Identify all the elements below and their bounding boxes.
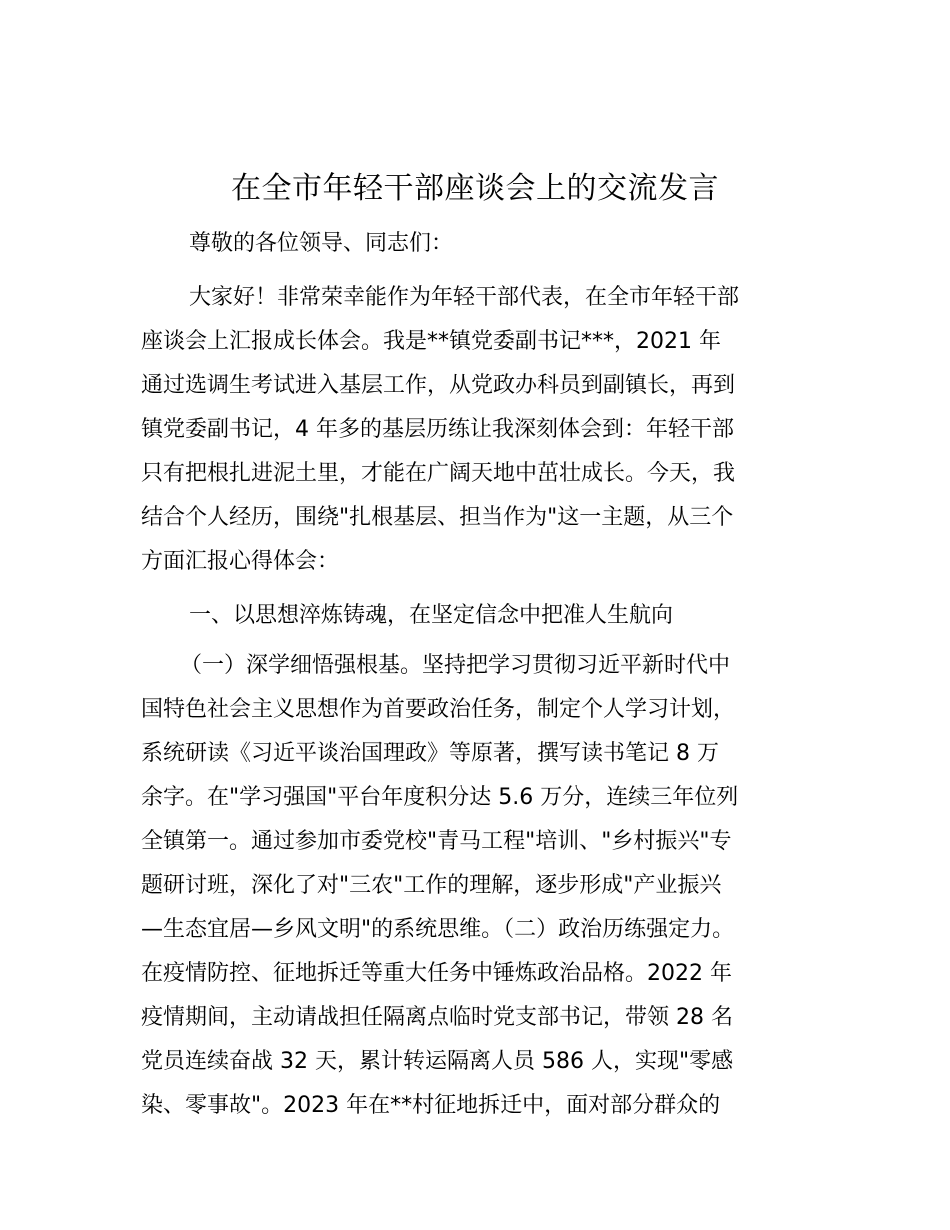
section-heading: 一、以思想淬炼铸魂，在坚定信念中把准人生航向 (189, 603, 674, 628)
paragraph-line: 大家好！非常荣幸能作为年轻干部代表，在全市年轻干部 (189, 285, 740, 310)
paragraph-line: 结合个人经历，围绕"扎根基层、担当作为"这一主题，从三个 (141, 505, 734, 530)
paragraph-line: —生态宜居—乡风文明"的系统思维。（二）政治历练强定力。 (141, 917, 735, 942)
paragraph-line: 疫情期间，主动请战担任隔离点临时党支部书记，带领 28 名 (141, 1005, 733, 1030)
paragraph-line: 只有把根扎进泥土里，才能在广阔天地中茁壮成长。今天，我 (141, 461, 736, 486)
greeting: 尊敬的各位领导、同志们： (189, 231, 454, 256)
paragraph-line: （一）深学细悟强根基。坚持把学习贯彻习近平新时代中 (180, 653, 731, 678)
paragraph-line: 余字。在"学习强国"平台年度积分达 5.6 万分，连续三年位列 (141, 785, 739, 810)
paragraph-line: 座谈会上汇报成长体会。我是**镇党委副书记***，2021 年 (141, 329, 721, 354)
paragraph-line: 党员连续奋战 32 天，累计转运隔离人员 586 人，实现"零感 (141, 1049, 734, 1074)
paragraph-line: 题研讨班，深化了对"三农"工作的理解，逐步形成"产业振兴 (141, 873, 722, 898)
paragraph-line: 系统研读《习近平谈治国理政》等原著，撰写读书笔记 8 万 (141, 741, 719, 766)
document-title: 在全市年轻干部座谈会上的交流发言 (231, 171, 719, 206)
paragraph-line: 镇党委副书记，4 年多的基层历练让我深刻体会到：年轻干部 (141, 417, 734, 442)
paragraph-line: 染、零事故"。2023 年在**村征地拆迁中，面对部分群众的 (141, 1093, 721, 1118)
paragraph-line: 方面汇报心得体会： (141, 549, 340, 574)
paragraph-line: 通过选调生考试进入基层工作，从党政办科员到副镇长，再到 (141, 373, 736, 398)
paragraph-line: 国特色社会主义思想作为首要政治任务，制定个人学习计划， (141, 697, 736, 722)
paragraph-line: 全镇第一。通过参加市委党校"青马工程"培训、"乡村振兴"专 (141, 829, 732, 854)
paragraph-line: 在疫情防控、征地拆迁等重大任务中锤炼政治品格。2022 年 (141, 961, 732, 986)
